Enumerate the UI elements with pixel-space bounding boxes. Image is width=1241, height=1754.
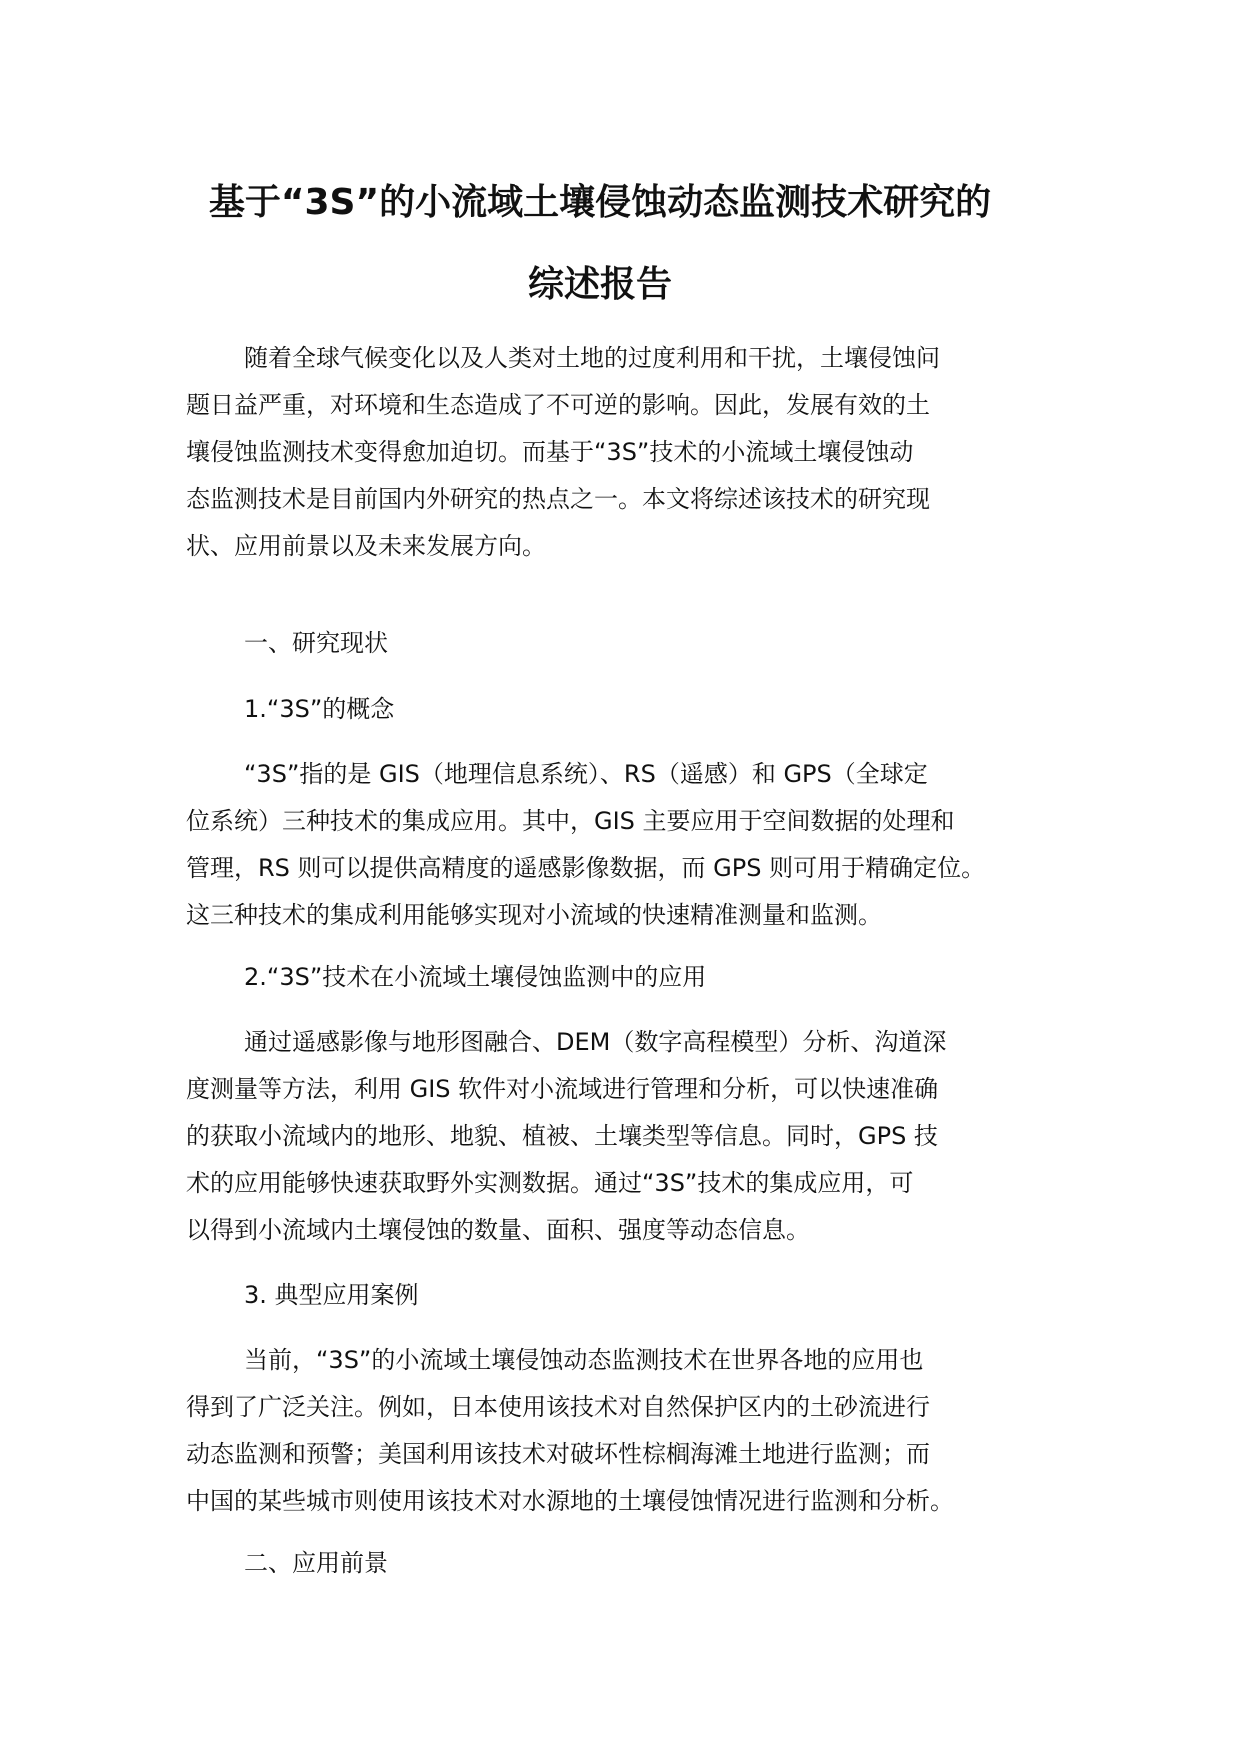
paragraph-line: 中国的某些城市则使用该技术对水源地的土壤侵蚀情况进行监测和分析。 bbox=[186, 1487, 954, 1515]
intro-paragraph bbox=[186, 335, 1086, 570]
paragraph-line: 位系统）三种技术的集成应用。其中，GIS 主要应用于空间数据的处理和 bbox=[186, 807, 955, 835]
subsection-3-paragraph bbox=[186, 1337, 1086, 1525]
intro-line: 态监测技术是目前国内外研究的热点之一。本文将综述该技术的研究现 bbox=[186, 485, 930, 513]
paragraph-line: 得到了广泛关注。例如，日本使用该技术对自然保护区内的土砂流进行 bbox=[186, 1393, 930, 1421]
paragraph-line: 的获取小流域内的地形、地貌、植被、土壤类型等信息。同时，GPS 技 bbox=[186, 1122, 938, 1150]
document-title-line-1: 基于“3S”的小流域土壤侵蚀动态监测技术研究的 bbox=[208, 182, 992, 223]
paragraph-line: 度测量等方法，利用 GIS 软件对小流域进行管理和分析，可以快速准确 bbox=[186, 1075, 939, 1103]
intro-line: 随着全球气候变化以及人类对土地的过度利用和干扰，土壤侵蚀问 bbox=[244, 344, 940, 372]
paragraph-line: 以得到小流域内土壤侵蚀的数量、面积、强度等动态信息。 bbox=[186, 1216, 810, 1244]
paragraph-line: “3S”指的是 GIS（地理信息系统）、RS（遥感）和 GPS（全球定 bbox=[244, 760, 928, 788]
paragraph-line: 当前，“3S”的小流域土壤侵蚀动态监测技术在世界各地的应用也 bbox=[244, 1346, 924, 1374]
paragraph-line: 这三种技术的集成利用能够实现对小流域的快速精准测量和监测。 bbox=[186, 901, 882, 929]
paragraph-line: 术的应用能够快速获取野外实测数据。通过“3S”技术的集成应用，可 bbox=[186, 1169, 914, 1197]
intro-line: 壤侵蚀监测技术变得愈加迫切。而基于“3S”技术的小流域土壤侵蚀动 bbox=[186, 438, 914, 466]
subsection-2-paragraph bbox=[186, 1019, 1086, 1254]
paragraph-line: 动态监测和预警；美国利用该技术对破坏性棕榈海滩土地进行监测；而 bbox=[186, 1440, 930, 1468]
section-1-heading: 一、研究现状 bbox=[244, 629, 388, 657]
subsection-1-paragraph bbox=[186, 751, 1086, 939]
section-2-heading: 二、应用前景 bbox=[244, 1549, 388, 1577]
subsection-2-heading: 2.“3S”技术在小流域土壤侵蚀监测中的应用 bbox=[244, 963, 707, 991]
paragraph-line: 通过遥感影像与地形图融合、DEM（数字高程模型）分析、沟道深 bbox=[244, 1028, 947, 1056]
paragraph-line: 管理，RS 则可以提供高精度的遥感影像数据，而 GPS 则可用于精确定位。 bbox=[186, 854, 986, 882]
subsection-1-heading: 1.“3S”的概念 bbox=[244, 695, 395, 723]
intro-line: 题日益严重，对环境和生态造成了不可逆的影响。因此，发展有效的土 bbox=[186, 391, 930, 419]
intro-line: 状、应用前景以及未来发展方向。 bbox=[186, 532, 546, 560]
subsection-3-heading: 3. 典型应用案例 bbox=[244, 1281, 419, 1309]
document-title-line-2: 综述报告 bbox=[527, 264, 672, 305]
